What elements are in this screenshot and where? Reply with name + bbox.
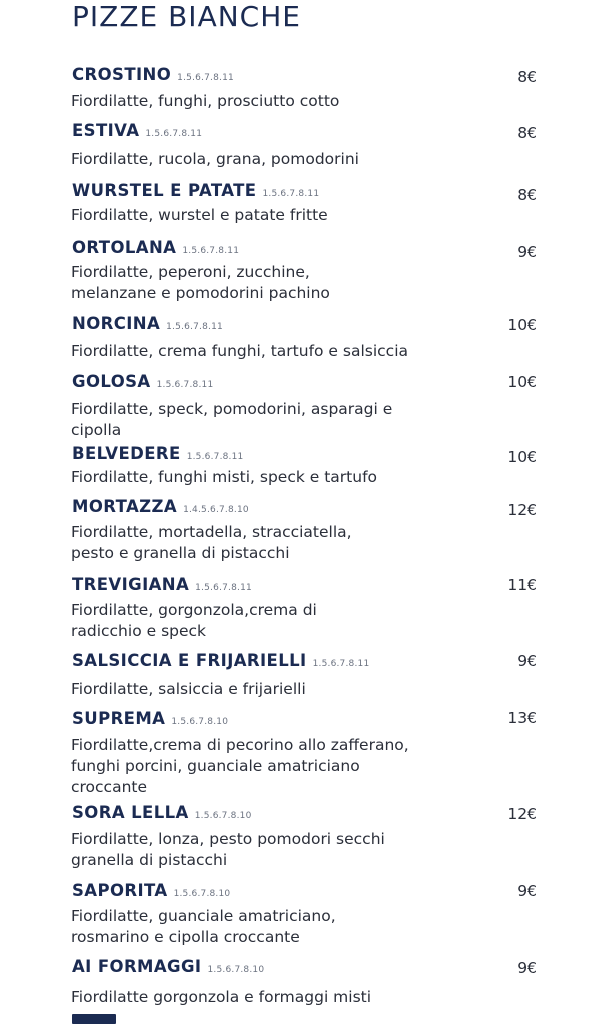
allergen-codes: 1.5.6.7.8.10	[173, 889, 231, 899]
item-name: GOLOSA 1.5.6.7.8.11	[72, 372, 214, 391]
allergen-codes: 1.5.6.7.8.11	[177, 73, 234, 83]
item-price: 13€	[507, 709, 537, 727]
allergen-codes: 1.5.6.7.8.11	[182, 246, 240, 256]
item-price: 9€	[517, 882, 537, 900]
item-price: 9€	[517, 652, 537, 670]
item-description: Fiordilatte, peperoni, zucchine, melanzane e pomodorini pachino	[71, 263, 330, 302]
item-price: 9€	[517, 959, 537, 977]
item-price: 12€	[507, 805, 537, 823]
cut-off-item-name	[72, 1014, 132, 1024]
item-name: SAPORITA 1.5.6.7.8.10	[72, 881, 231, 900]
item-price: 10€	[507, 448, 537, 466]
item-description: Fiordilatte gorgonzola e formaggi misti	[71, 988, 372, 1006]
allergen-codes: 1.5.6.7.8.10	[207, 965, 265, 975]
allergen-codes: 1.5.6.7.8.11	[195, 583, 252, 593]
item-price: 8€	[517, 124, 537, 142]
item-price: 11€	[507, 576, 537, 594]
item-description: Fiordilatte, salsiccia e frijarielli	[71, 680, 306, 698]
item-price: 8€	[517, 68, 537, 86]
item-name: NORCINA 1.5.6.7.8.11	[72, 314, 223, 333]
allergen-codes: 1.5.6.7.8.11	[262, 189, 320, 199]
item-name: ORTOLANA 1.5.6.7.8.11	[72, 238, 240, 257]
item-description: Fiordilatte, wurstel e patate fritte	[71, 206, 328, 224]
item-price: 10€	[507, 373, 537, 391]
allergen-codes: 1.5.6.7.8.10	[194, 811, 252, 821]
item-name: MORTAZZA 1.4.5.6.7.8.10	[72, 497, 249, 516]
allergen-codes: 1.4.5.6.7.8.10	[183, 505, 249, 515]
allergen-codes: 1.5.6.7.8.10	[171, 717, 229, 727]
allergen-codes: 1.5.6.7.8.11	[312, 659, 370, 669]
item-description: Fiordilatte, funghi, prosciutto cotto	[71, 92, 340, 110]
item-description: Fiordilatte, guanciale amatriciano, rosmarino e cipolla croccante	[71, 907, 336, 946]
item-description: Fiordilatte, crema funghi, tartufo e salsiccia	[71, 342, 409, 360]
allergen-codes: 1.5.6.7.8.11	[186, 452, 244, 462]
item-price: 8€	[517, 186, 537, 204]
item-name: SUPREMA 1.5.6.7.8.10	[72, 709, 229, 728]
allergen-codes: 1.5.6.7.8.11	[156, 380, 214, 390]
item-description: Fiordilatte,crema di pecorino allo zafferano, funghi porcini, guanciale amatriciano croccante	[71, 736, 409, 796]
item-description: Fiordilatte, lonza, pesto pomodori secchi granella di pistacchi	[71, 830, 385, 869]
item-name: BELVEDERE 1.5.6.7.8.11	[72, 444, 244, 463]
allergen-codes: 1.5.6.7.8.11	[145, 129, 203, 139]
item-price: 9€	[517, 243, 537, 261]
partial-text-mark	[72, 1014, 116, 1024]
item-name: WURSTEL E PATATE 1.5.6.7.8.11	[72, 181, 320, 200]
item-description: Fiordilatte, speck, pomodorini, asparagi e cipolla	[71, 400, 393, 439]
item-description: Fiordilatte, mortadella, stracciatella, pesto e granella di pistacchi	[71, 523, 352, 562]
item-price: 10€	[507, 316, 537, 334]
item-description: Fiordilatte, funghi misti, speck e tartufo	[71, 468, 378, 486]
item-name: TREVIGIANA 1.5.6.7.8.11	[72, 575, 252, 594]
item-description: Fiordilatte, rucola, grana, pomodorini	[71, 150, 359, 168]
item-description: Fiordilatte, gorgonzola,crema di radicchio e speck	[71, 601, 317, 640]
allergen-codes: 1.5.6.7.8.11	[166, 322, 223, 332]
item-name: ESTIVA 1.5.6.7.8.11	[72, 121, 203, 140]
item-price: 12€	[507, 501, 537, 519]
page-title: PIZZE BIANCHE	[72, 0, 301, 33]
item-name: SALSICCIA E FRIJARIELLI 1.5.6.7.8.11	[72, 651, 370, 670]
item-name: AI FORMAGGI 1.5.6.7.8.10	[72, 957, 265, 976]
item-name: SORA LELLA 1.5.6.7.8.10	[72, 803, 252, 822]
item-name: CROSTINO 1.5.6.7.8.11	[72, 65, 234, 84]
